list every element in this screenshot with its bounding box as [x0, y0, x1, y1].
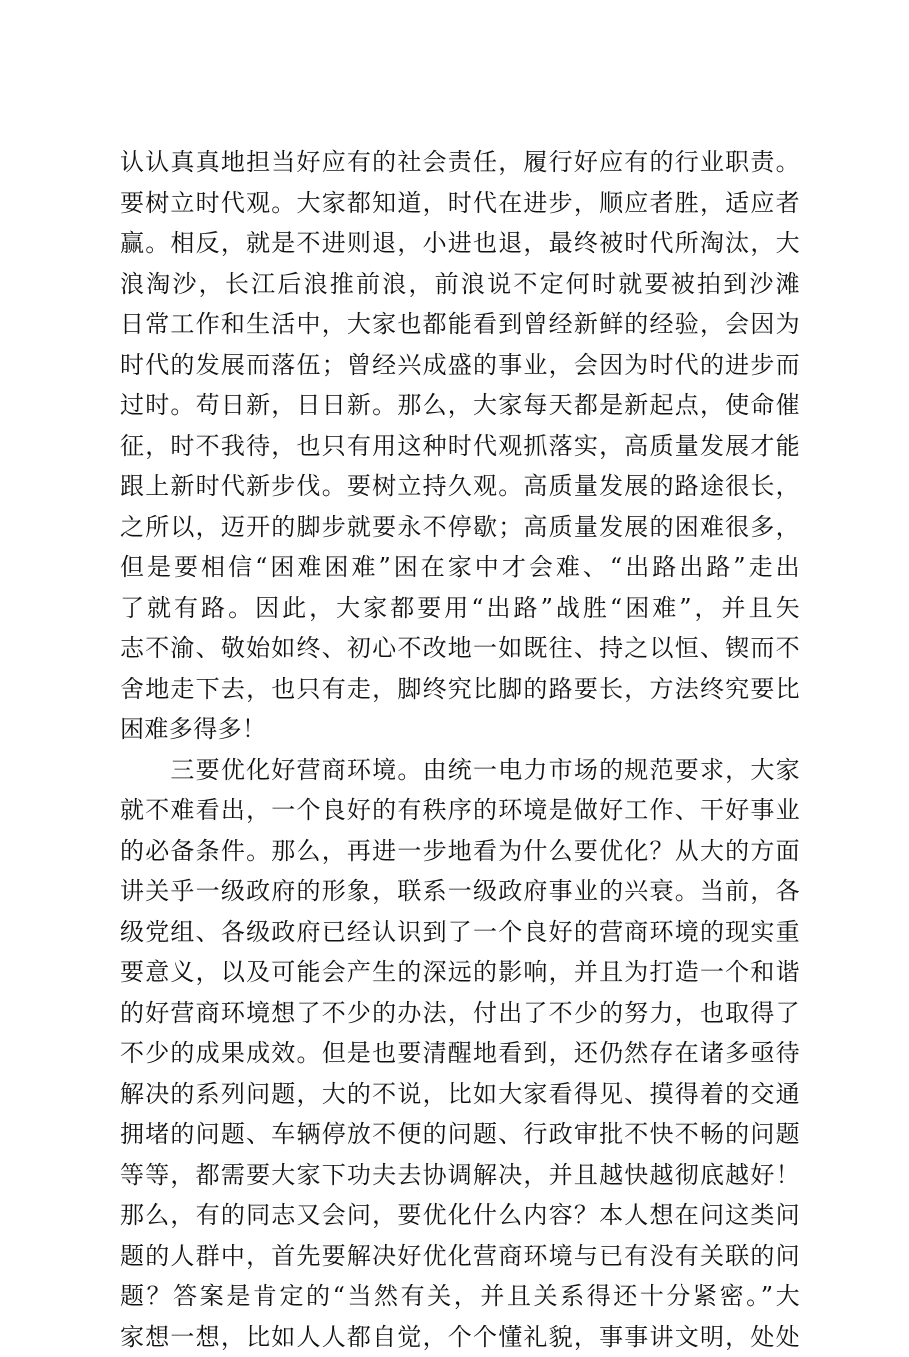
text-line: 征，时不我待，也只有用这种时代观抓落实，高质量发展才能	[120, 426, 800, 467]
text-line: 跟上新时代新步伐。要树立持久观。高质量发展的路途很长，	[120, 466, 800, 507]
text-line: 之所以，迈开的脚步就要永不停歇；高质量发展的困难很多，	[120, 507, 800, 548]
text-line: 讲关乎一级政府的形象，联系一级政府事业的兴衰。当前，各	[120, 871, 800, 912]
text-line: 志不渝、敬始如终、初心不改地一如既往、持之以恒、锲而不	[120, 628, 800, 669]
paragraph-2	[120, 750, 800, 1357]
text-line: 那么，有的同志又会问，要优化什么内容？本人想在问这类问	[120, 1195, 800, 1236]
text-line: 就不难看出，一个良好的有秩序的环境是做好工作、干好事业	[120, 790, 800, 831]
text-line: 解决的系列问题，大的不说，比如大家看得见、摸得着的交通	[120, 1074, 800, 1115]
text-line: 的好营商环境想了不少的办法，付出了不少的努力，也取得了	[120, 993, 800, 1034]
document-page	[120, 142, 800, 1357]
text-line: 拥堵的问题、车辆停放不便的问题、行政审批不快不畅的问题	[120, 1114, 800, 1155]
text-line: 题？答案是肯定的“当然有关，并且关系得还十分紧密。”大	[120, 1276, 800, 1317]
text-line: 级党组、各级政府已经认识到了一个良好的营商环境的现实重	[120, 912, 800, 953]
text-line: 题的人群中，首先要解决好优化营商环境与已有没有关联的问	[120, 1236, 800, 1277]
text-line: 浪淘沙，长江后浪推前浪，前浪说不定何时就要被拍到沙滩	[120, 264, 800, 305]
text-line: 要意义，以及可能会产生的深远的影响，并且为打造一个和谐	[120, 952, 800, 993]
text-line: 要树立时代观。大家都知道，时代在进步，顺应者胜，适应者	[120, 183, 800, 224]
text-line: 困难多得多！	[120, 709, 800, 750]
text-line: 家想一想，比如人人都自觉，个个懂礼貌，事事讲文明，处处	[120, 1317, 800, 1357]
text-line: 的必备条件。那么，再进一步地看为什么要优化？从大的方面	[120, 831, 800, 872]
text-line: 但是要相信“困难困难”困在家中才会难、“出路出路”走出	[120, 547, 800, 588]
text-line: 舍地走下去，也只有走，脚终究比脚的路要长，方法终究要比	[120, 669, 800, 710]
text-line: 了就有路。因此，大家都要用“出路”战胜“困难”，并且矢	[120, 588, 800, 629]
text-line: 过时。苟日新，日日新。那么，大家每天都是新起点，使命催	[120, 385, 800, 426]
text-line: 三要优化好营商环境。由统一电力市场的规范要求，大家	[120, 750, 800, 791]
text-line: 等等，都需要大家下功夫去协调解决，并且越快越彻底越好！	[120, 1155, 800, 1196]
text-line: 日常工作和生活中，大家也都能看到曾经新鲜的经验，会因为	[120, 304, 800, 345]
paragraph-1	[120, 142, 800, 750]
text-line: 认认真真地担当好应有的社会责任，履行好应有的行业职责。	[120, 142, 800, 183]
text-line: 赢。相反，就是不进则退，小进也退，最终被时代所淘汰，大	[120, 223, 800, 264]
text-line: 不少的成果成效。但是也要清醒地看到，还仍然存在诸多亟待	[120, 1033, 800, 1074]
text-line: 时代的发展而落伍；曾经兴成盛的事业，会因为时代的进步而	[120, 345, 800, 386]
